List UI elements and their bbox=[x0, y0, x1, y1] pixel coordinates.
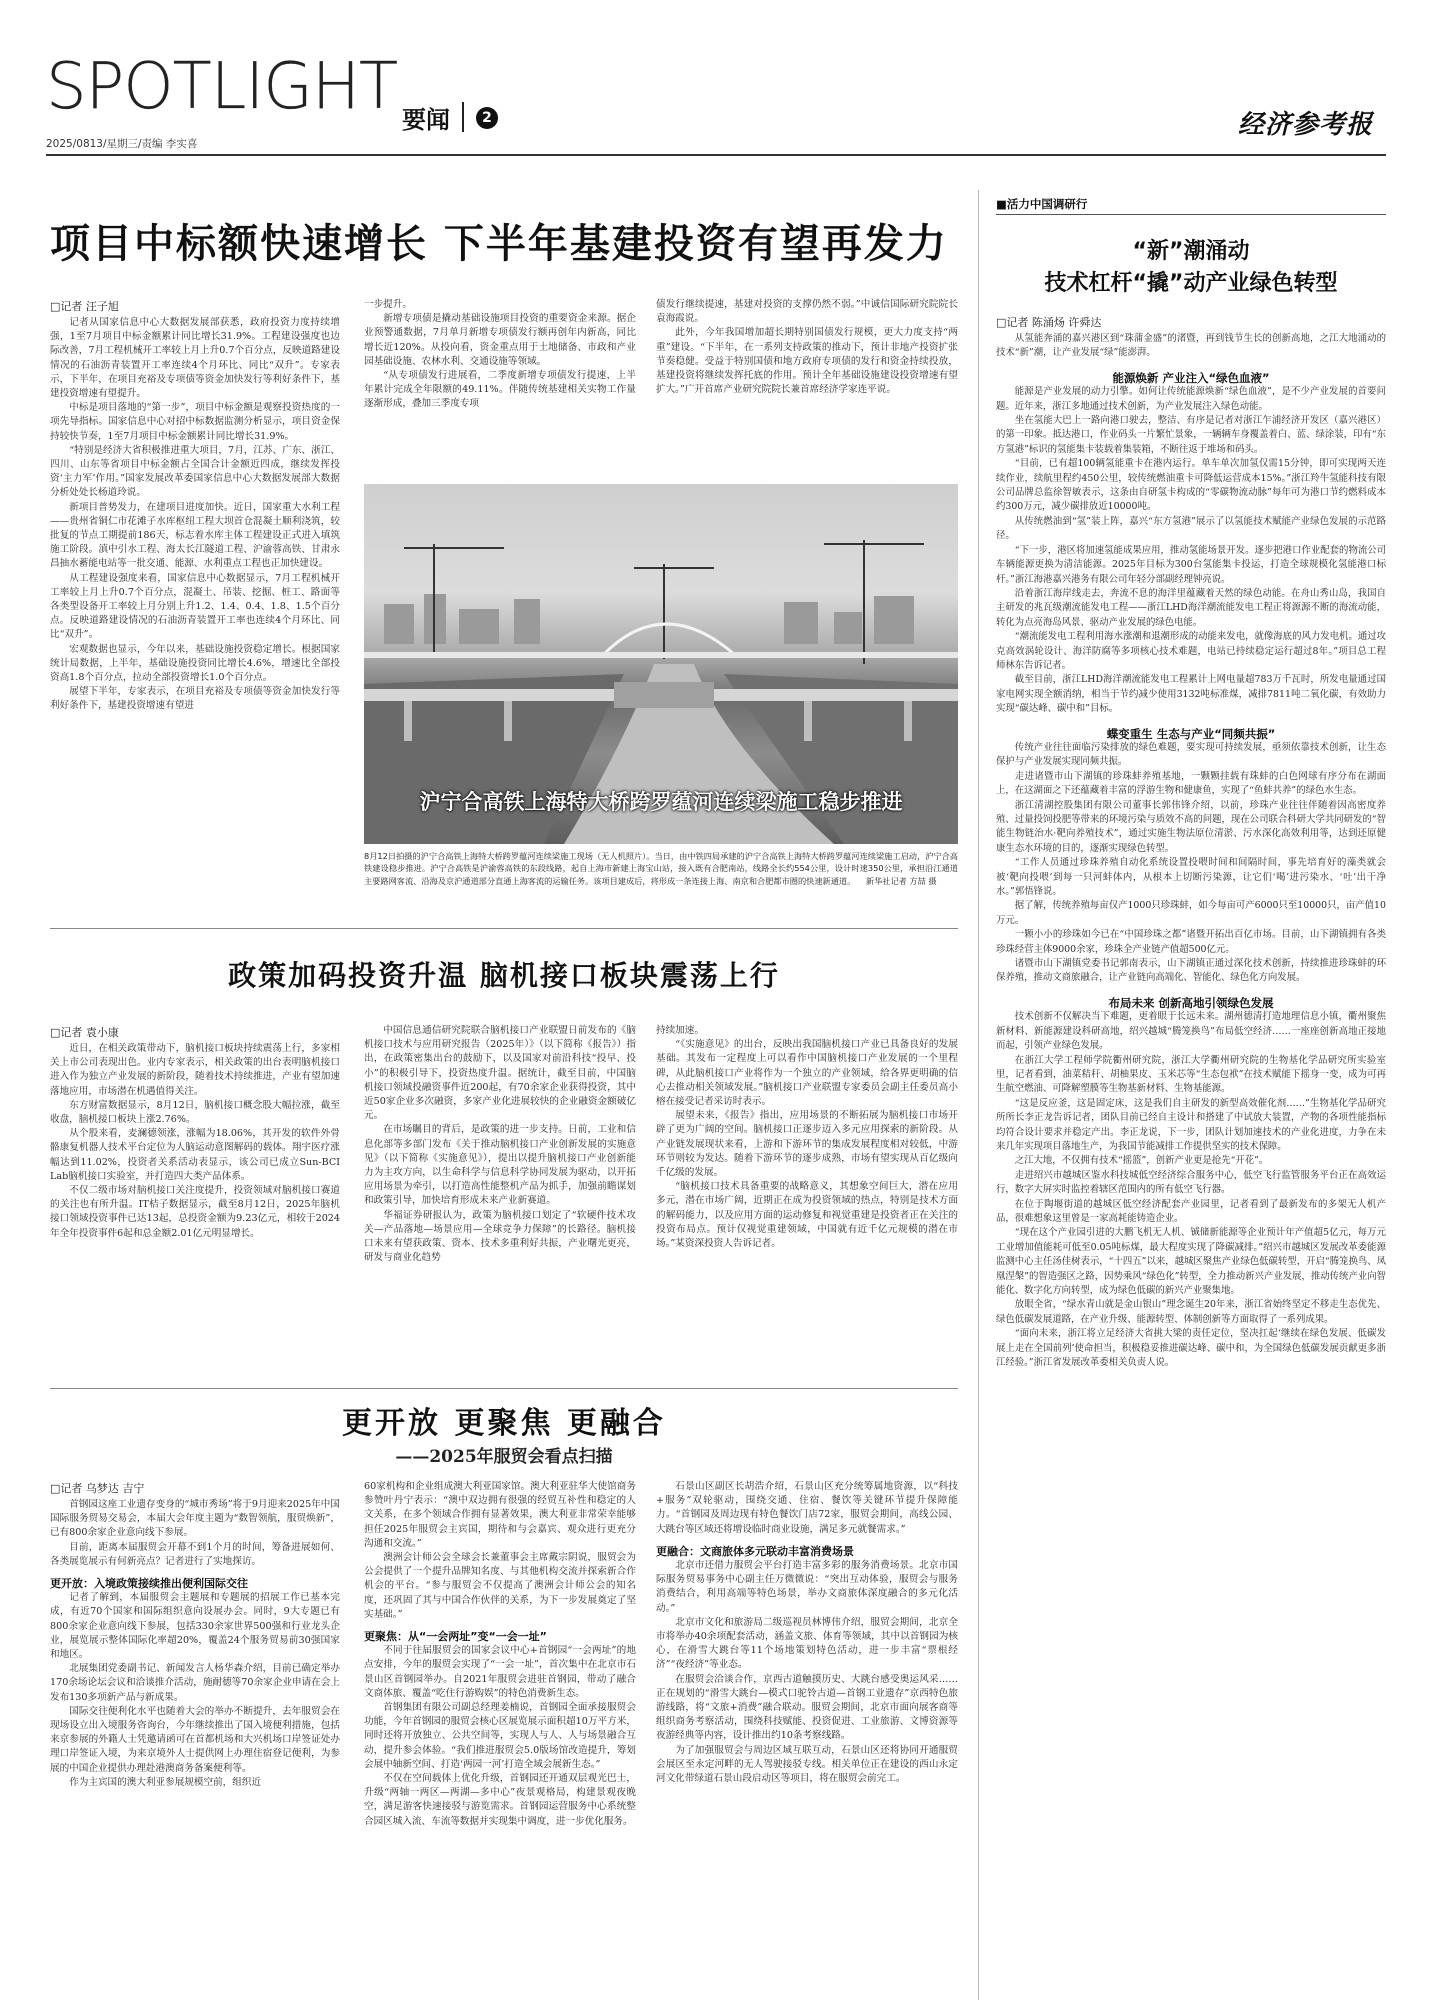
article3-subhead-1: 更开放：入境政策接续推出便利国际交往 bbox=[50, 1577, 248, 1591]
article3-subhead-3: 更融合：文商旅体多元联动丰富消费场景 bbox=[656, 1544, 854, 1558]
sidebar-divider bbox=[978, 190, 979, 2000]
sidebar-title-line2: 技术杠杆“撬”动产业绿色转型 bbox=[1044, 271, 1338, 296]
article2-bottom-rule bbox=[50, 1388, 958, 1389]
section-name: 要闻 bbox=[402, 106, 450, 134]
article1-col1: 记者从国家信息中心大数据发展部获悉，政府投资力度持续增强，1至7月项目中标金额累计同比增长31.9%。工程建设强度也边际改善，7月工程机械开工率较上月上升0.7个百分点，反映道路建设情况的石油沥青装置开工率连续4个月环比、同比“双升”。专家表示，下半年，在项目充裕及专项债等资金加快发行等利好条件下，基建投资增速有望提升。 中标是项目落地的“第一步”，项目中标金额是观察投资热度的一项先导指标。国家信息中心对招中标数据监测分析显示，项目资金保持较快节奏，1至7月项目中标金额累计同比增长31.9%。 “特别是经济大省积极推进重大项目，7月，江苏、广东、浙江、四川、山东等省项目中标金额占全国合计金额近四成，继续发挥投资‘主力军’作用。”国家发展改革委国家信息中心大数据发展部大数据分析处处长杨道玲说。 新项目普势发力，在建项目进度加快。近日，国家重大水利工程——贵州省铜仁市花滩子水库枢纽工程大坝首仓混凝土顺利浇筑，较批复的节点工期提前186天，标志着水库主体工程建设正式进入填筑施工阶段。滇中引水工程、海太长江隧道工程、沪渝蓉高铁、甘肃永昌抽水蓄能电站等一批交通、能源、水利重点工程也正加快建设。 从工程建设强度来看，国家信息中心数据显示，7月工程机械开工率较上月上升0.7个百分点，混凝土、吊装、挖掘、桩工、路面等各类型设备开工率较上月分别上升1.2、1.4、0.4、1.8、1.5个百分点。反映道路建设情况的石油沥青装置开工率也连续4个月环比、同比“双升”。 宏观数据也显示，今年以来，基础设施投资稳定增长。根据国家统计局数据，上半年，基础设施投资同比增长4.6%，增速比全部投资高1.8个百分点，拉动全部投资增长1.0个百分点。 展望下半年，专家表示，在项目充裕及专项债等资金加快发行等利好条件下，基建投资增速有望进 bbox=[50, 317, 340, 712]
article3-subtitle: ——2025年服贸会看点扫描 bbox=[395, 1447, 613, 1467]
article1-byline: □记者 汪子旭 bbox=[50, 300, 119, 313]
article2-col3: 持续加速。 “《实施意见》的出台，反映出我国脑机接口产业已具备良好的发展基础。其发布一定程度上可以看作中国脑机接口产业发展的一个里程碑，从此脑机接口产业将作为一个独立的产业领域，给各界更明确的信心去推动相关领域发展。”脑机接口产业联盟专家委员会副主任委员高小榕在接受记者采访时表示。 展望未来，《报告》指出，应用场景的不断拓展为脑机接口市场开辟了更为广阔的空间。脑机接口正逐步迈入多元应用探索的新阶段。从产业链发展现状来看，上游和下游环节的集成发展程度相对较低，中游环节则较为发达。随着下游环节的逐步成熟，市场有望实现从百亿级向千亿级的发展。 “脑机接口技术具备重要的战略意义，其想象空间巨大，潜在应用多元，潜在市场广阔，近期正在成为投资领域的热点，特别是技术方面的解码能力，以及应用方面的运动修复和视觉重建是投资者正在关注的投资布局点。预计仅视觉重建领域，中国就有近千亿元规模的潜在市场。”某资深投资人告诉记者。 bbox=[656, 1025, 958, 1250]
article1-col3: 债发行继续提速，基建对投资的支撑仍然不弱。”中诚信国际研究院院长袁海霞说。 此外，今年我国增加超长期特别国债发行规模，更大力度支持“两重”建设。“下半年，在一系列支持政策的推动下，预计非地产投资扩张节奏稳健。受益于特别国债和地方政府专项债的发行和资金持续投放，基建投资将继续发挥托底的作用。预计全年基础设施建设投资增速有望扩大。”广开首席产业研究院院长兼首席经济学家连平说。 bbox=[656, 299, 958, 396]
article3-col1: 首钢园这座工业遗存变身的“城市秀场”将于9月迎来2025年中国国际服务贸易交易会，本届大会年度主题为“数智领航，服贸焕新”，已有800余家企业意向线下参展。 目前，距离本届服贸会开幕不到1个月的时间，筹备进展如何、各类展览展示有何新亮点？记者进行了实地探访。 更开放：入境政策接续推出便利国际交往 记者了解到，本届服贸会主题展和专题展的招展工作已基本完成，有近70个国家和国际组织意向设展办会。同时，9大专题已有800余家企业意向线下参展，包括330余家世界500强和行业龙头企业，展览展示整体国际化率超20%，覆盖24个服务贸易前30强国家和地区。 北展集团党委副书记、新闻发言人杨华森介绍，目前已确定举办170余场论坛会议和洽谈推介活动，施耐德等70余家企业申请在会上发布130多项新产品与新成果。 国际交往便利化水平也随着大会的举办不断提升，去年服贸会在现场设立出入境服务咨询台，今年继续推出了国入境便利措施，包括来京参展的外籍人士凭邀请函可在首都机场和大兴机场口岸签证处办理口岸签证入境，为来京境外人士提供网上办理住宿登记便利，为参展的中国企业提供办理赴港澳商务备案便利等。 作为主宾国的澳大利亚参展规模空前，组织近 bbox=[50, 1499, 340, 1788]
article1-bottom-rule bbox=[50, 928, 958, 929]
article3-byline: □记者 乌梦达 吉宁 bbox=[50, 1482, 145, 1495]
article3-subhead-2: 更聚焦：从“一会两址”变“一会一址” bbox=[364, 1630, 547, 1644]
spotlight-wordmark: SPOTLIGHT bbox=[46, 50, 398, 124]
sidebar-label-rule bbox=[996, 214, 1386, 215]
article1-title: 项目中标额快速增长 下半年基建投资有望再发力 bbox=[50, 221, 948, 267]
photo-caption bbox=[364, 850, 958, 914]
sidebar-title-line1: “新”潮涌动 bbox=[1132, 239, 1250, 264]
sidebar-subhead-3: 布局未来 创新高地引领绿色发展 bbox=[1108, 995, 1274, 1010]
bridge-construction-photo bbox=[364, 484, 958, 844]
article1-col2: 一步提升。 新增专项债是撬动基础设施项目投资的重要资金来源。据企业预警通数据，7月单月新增专项债发行额再创年内新高，同比增长近120%。从投向看，资金重点用于土地储备、市政和产业园基础设施、农林水利、交通设施等领域。 “从专项债发行进展看，二季度新增专项债发行提速，上半年累计完成全年限额的49.11%。伴随传统基建相关实物工作量逐渐形成，叠加三季度专项 bbox=[364, 299, 636, 410]
section-divider bbox=[462, 102, 464, 132]
sidebar-byline: □记者 陈涌炀 许舜达 bbox=[996, 316, 1102, 329]
article2-col1: 近日，在相关政策带动下，脑机接口板块持续震荡上行，多家相关上市公司表现出色。业内专家表示，相关政策的出台表明脑机接口进入作为独立产业发展的新阶段，随着技术持续推进，产业有望加速落地应用，市场潜在机遇值得关注。 东方财富数据显示，8月12日，脑机接口概念股大幅拉涨，截至收盘，脑机接口板块上涨2.76%。 从个股来看，麦澜德领涨，涨幅为18.06%，其开发的软件外骨骼康复机器人技术平台定位为人脑运动意图解码的载体。翔宇医疗涨幅达到11.02%，投资者关系活动表显示，该公司已成立Sun-BCI Lab脑机接口实验室，并打造四大类产品体系。 不仅二级市场对脑机接口关注度提升，投资领域对脑机接口赛道的关注也有所升温。IT桔子数据显示，截至8月12日，2025年脑机接口领域投资事件已达13起，总投资金额为9.23亿元，相较于2024年全年投资事件6起和总金额2.01亿元明显增长。 bbox=[50, 1043, 340, 1239]
sidebar-subhead-1: 能源焕新 产业注入“绿色血液” bbox=[1112, 370, 1270, 385]
page-number: 2 bbox=[482, 110, 492, 126]
paper-name-logo: 经济参考报 bbox=[1238, 110, 1374, 140]
sidebar-body: 从氢能奔涌的嘉兴港区到“珠蒲金盛”的渚暨，再到钱节生长的创新高地，之江大地涌动的技术“新”潮，让产业发展“绿”能澎湃。 能源焕新 产业注入“绿色血液” 能源是产业发展的动力引擎。如何让传统能源焕新“绿色血液”，是不少产业发展的首要问题。近年来，浙江多地通过技术创新，为产业发展注入绿色动能。 坐在氢能大巴上一路向港口驶去，整洁、有序是记者对浙江乍浦经济开发区（嘉兴港区）的第一印象。抵达港口，作业码头一片繁忙景象，一辆辆车身覆盖着白、蓝、绿涂装，印有“东方氢港”标识的氢能集卡装载着集装箱，不断往返于堆场和码头。 “目前，已有超100辆氢能重卡在港内运行。单车单次加氢仅需15分钟，即可实现两天连续作业，续航里程约450公里，较传统燃油重卡可降低运营成本15%。”浙江羚牛氢能科技有限公司品牌总监徐智敏表示，这条由自研氢卡构成的“零碳物流动脉”每年可为港口节约燃料成本约300万元，减少碳排放近10000吨。 从传统燃油到“氢”装上阵，嘉兴“东方氢港”展示了以氢能技术赋能产业绿色发展的示范路径。 “下一步，港区将加速氢能成果应用，推动氢能场景开发。逐步把港口作业配套的物流公司车辆能源更换为清洁能源。2025年目标为300台氢能集卡投运，打造全球规模化氢能港口标杆。”浙江海港嘉兴港务有限公司年轻分部副经理钟亮说。 沿着浙江海岸线走去，奔流不息的海洋里蕴藏着天然的绿色动能。在舟山秀山岛，我国自主研发的兆瓦级潮流能发电工程——浙江LHD海洋潮流能发电工程正将源源不断的海流动能，转化为点亮海岛风景、驱动产业发展的绿色电能。 “潮流能发电工程利用海水涨潮和退潮形成的动能来发电，就像海底的风力发电机。通过攻克高效涡轮设计、海洋防腐等多项核心技术难题，电站已持续稳定运行超过8年。”项目总工程师林东告诉记者。 截至目前，浙江LHD海洋潮流能发电工程累计上网电量超783万千瓦时，所发电量通过国家电网实现全额消纳，相当于节约减少使用3132吨标准煤，减排7811吨二氧化碳，有效助力实现“碳达峰、碳中和”目标。 蝶变重生 生态与产业“同频共振” 传统产业往往面临污染排放的绿色难题，要实现可持续发展，亟须依靠技术创新，让生态保护与产业发展实现同频共振。 走进诸暨市山下湖镇的珍珠蚌养殖基地，一颗颗挂载有珠蚌的白色网球有序分布在湖面上，在这湖面之下还蕴藏着丰富的浮游生物和健康鱼，实现了“鱼蚌共养”的绿色水生态。 浙江清湖控股集团有限公司董事长郭伟锋介绍，以前，珍珠产业往往伴随着因高密度养殖、过量投饲投肥等带来的环境污染与质效不高的问题，现在公司联合科研大学共同研发的“智能生物链治水·靶向养殖技术”，通过实施生物法原位清淤、污水深化高效利用等，达到还原健康生态水环境的目的，逐渐实现绿色转型。 “工作人员通过珍珠养殖自动化系统设置投喂时间和间隔时间，事先培育好的藻类就会被‘靶向投喂’到每一只河蚌体内，从根本上切断污染源，让它们‘喝’进污染水、‘吐’出干净水。”郭悟锋说。 据了解，传统养殖每亩仅产1000只珍珠蚌，如今每亩可产6000只至10000只，亩产值10万元。 一颗小小的珍珠如今已在“中国珍珠之都”诸暨开拓出百亿市场。目前，山下湖镇拥有各类珍珠经营主体9000余家，珍珠全产业链产值超500亿元。 诸暨市山下湖镇党委书记郭南表示，山下湖镇正通过深化技术创新，持续推进珍珠蚌的环保养殖，推动文商旅融合，让产业链向高端化、智能化、绿色化方向发展。 布局未来 创新高地引领绿色发展 技术创新不仅解决当下难题，更着眼于长远未来。湖州德清打造地理信息小镇，衢州聚焦新材料、新能源建设科研高地，绍兴越城“腾笼换鸟”布局低空经济……一座座创新高地正接地而起，引领产业绿色发展。 在浙江大学工程师学院衢州研究院，浙江大学衢州研究院的生物基化学品研究所实验室里，记者看到，油菜秸秆、胡柚果皮、玉米芯等“生态包袱”在技术赋能下摇身一变，成为可再生航空燃油、可降解塑膜等生物基新材料、生物基能源。 “这是反应釜，这是固定床，这是我们自主研发的新型高效催化剂……”生物基化学品研究所所长李正龙告诉记者，团队目前已经自主设计和搭建了中试放大装置，产物的各项性能指标均符合设计要求并稳定产出。李正龙说，下一步，团队计划加速技术的产业化进度，力争在未来几年实现项目落地生产，为我国节能减排工作提供坚实的技术保障。 之江大地，不仅拥有技术“摇篮”，创新产业更是抢先“开花”。 走进绍兴市越城区鉴水科技城低空经济综合服务中心，低空飞行监管服务平台正在高效运行，数字大屏实时监控着辖区范围内的所有低空飞行器。 在位于陶堰街道的越城区低空经济配套产业园里，记者看到了最新发布的多架无人机产品，很难想象这里曾是一家高耗能铸造企业。 “现在这个产业园引进的大鹏飞机无人机、铖储新能源等企业预计年产值超5亿元，每万元工业增加值能耗可低至0.05吨标煤，最大程度实现了降碳减排。”绍兴市越城区发展改革委能源监测中心主任汤佳树表示，“十四五”以来，越城区聚焦产业绿色低碳转型，开启“腾笼换鸟、凤凰涅槃”的智造强区之路，因势乘风“绿色化”转型，全力推动新兴产业发展，推动传统产业向智能化、数字化方向转型，成为绿色低碳的新兴产业聚集地。 放眼全省，“绿水青山就是金山银山”理念诞生20年来，浙江省始终坚定不移走生态优先、绿色低碳发展道路，在产业升级、能源转型、体制创新等方面取得了一系列成果。 “面向未来，浙江将立足经济大省挑大梁的责任定位，坚决扛起‘继续在绿色发展、低碳发展上走在全国前列’使命担当，积极稳妥推进碳达峰、碳中和，为全国绿色低碳发展贡献更多浙江经验。”浙江省发展改革委相关负责人说。 bbox=[996, 333, 1386, 1369]
sidebar-column-label: ■活力中国调研行 bbox=[996, 197, 1088, 211]
sidebar-subhead-2: 蝶变重生 生态与产业“同频共振” bbox=[1106, 726, 1276, 741]
article2-title: 政策加码投资升温 脑机接口板块震荡上行 bbox=[228, 959, 780, 992]
masthead bbox=[0, 0, 1430, 200]
page-number-badge bbox=[476, 107, 498, 129]
article3-col3: 石景山区副区长胡浩介绍，石景山区充分统筹属地资源，以“科技+服务”双轮驱动，围绕交通、住宿、餐饮等关键环节提升保障能力。“首钢园及周边现有特色餐饮门店72家，服贸会期间，高线公园、大跳台等区域还将增设临时商业设施，满足多元就餐需求。” 更融合：文商旅体多元联动丰富消费场景 北京市还借力服贸会平台打造丰富多彩的服务消费场景。北京市国际服务贸易事务中心副主任万微微说：“突出互动体验，服贸会与服务消费结合，利用高端等特色场景，举办文商旅体深度融合的多元化活动。” 北京市文化和旅游局二级巡视员林博伟介绍，服贸会期间，北京全市将举办40余项配套活动，涵盖文旅、体育等领域，其中以首钢园为核心，在滑雪大跳台等11个场地策划特色活动，进一步丰富“票根经济”“夜经济”等业态。 在服贸会洽谈合作，京西古道触摸历史、大跳台感受奥运风采……正在规划的“滑雪大跳台—模式口驼铃古道—首钢工业遗存”京西特色旅游线路，将“文旅+消费”融合联动。服贸会期间，北京市面向展客商等组织商务考察活动，围绕科技赋能、投资促进、工业旅游、文博资源等夜游经典等内容，设计推出约10条考察线路。 为了加强服贸会与周边区域互联互动，石景山区还将协同开通服贸会展区至永定河畔的无人驾驶接驳专线。相关单位正在建设的西山永定河文化带绿道石景山段启动区等项目，将在服贸会前完工。 bbox=[656, 1481, 958, 1785]
article2-col2: 中国信息通信研究院联合脑机接口产业联盟日前发布的《脑机接口技术与应用研究报告（2025年）》（以下简称《报告》）指出，在政策密集出台的鼓励下，以及国家对前沿科技“投早、投小”的积极引导下，投资热度升温。据统计，截至目前，中国脑机接口领域投融资事件近200起，有70余家企业获得投资，其中近50家企业多次融资，多家产业化进展较快的企业融资金额破亿元。 在市场瞩目的背后，是政策的进一步支持。日前，工业和信息化部等多部门发布《关于推动脑机接口产业创新发展的实施意见》（以下简称《实施意见》），提出以提升脑机接口产业创新能力为主攻方向，以生命科学与信息科学协同发展为驱动，以开拓应用场景为牵引，以打造高性能整机产品为抓手，加强前瞻谋划和政策引导，加快培育形成未来产业新赛道。 华福证券研报认为，政策为脑机接口划定了“软硬件技术攻关—产品落地—场景应用—全球竞争力保障”的长路径。脑机接口未来有望获政策、资本、技术多重利好共振，产业曙光更亮，研发与商业化趋势 bbox=[364, 1025, 636, 1264]
issue-line: 2025/0813/星期三/责编 李实喜 bbox=[46, 138, 198, 150]
article2-byline: □记者 袁小康 bbox=[50, 1026, 119, 1039]
photo-overlay-caption: 沪宁合高铁上海特大桥跨罗蕴河连续梁施工稳步推进 bbox=[419, 790, 903, 814]
photo-credit: 新华社记者 方喆 摄 bbox=[865, 875, 937, 886]
masthead-rule bbox=[46, 154, 1386, 156]
photo-caption-text: 8月12日拍摄的沪宁合高铁上海特大桥跨罗蕴河连续梁施工现场（无人机照片）。当日，由中铁四局承建的沪宁合高铁上海特大桥跨罗蕴河连续梁施工启动，沪宁合高铁建设稳步推进。沪宁合高铁是沪渝蓉高铁的东段线路，起自上海市新建上海宝山站，接入既有合肥南站，线路全长约554公里，设计时速350公里，承担沿江通道主要路网客流、沿海及京沪通道部分直通上海客流的运输任务。该项目建成后，将形成一条连接上海、南京和合肥都市圈的快速新通道。 bbox=[364, 851, 958, 886]
article3-title: 更开放 更聚焦 更融合 bbox=[342, 1406, 666, 1441]
article3-col2: 60家机构和企业组成澳大利亚国家馆。澳大利亚驻华大使馆商务参赞叶丹宁表示：“澳中双边拥有很强的经贸互补性和稳定的人文关系，在多个领域合作拥有显著效果，澳大利亚非常荣幸能够担任2025年服贸会主宾国，期待和与会嘉宾、观众进行更充分沟通和交流。” 澳洲会计师公会全球会长兼董事会主席戴宗阴说，服贸会为公会提供了一个提升品牌知名度、与其他机构交流并探索新合作机会的平台。“参与服贸会不仅提高了澳洲会计师公会的知名度，还巩固了其与中国合作伙伴的关系，为下一步发展奠定了坚实基础。” 更聚焦：从“一会两址”变“一会一址” 不同于往届服贸会的国家会议中心+首钢园“一会两址”的地点安排，今年的服贸会实现了“一会一址”，首次集中在北京市石景山区首钢园举办。自2021年服贸会进驻首钢园，带动了融合文商体旅、覆盖“吃住行游购娱”的特色消费新生态。 首钢集团有限公司副总经理姜楠说，首钢园全面承接服贸会功能，今年首钢园的服贸会核心区展览展示面积超10万平方米，同时还将开放独立、公共空间等，实现人与人、人与场景融合互动，提升参会体验。“我们推进服贸会5.0版场馆改造提升，筹划会展中轴新空间、打造‘两园一河’打造全域会展新生态。” 不仅在空间载体上优化升级，首钢园还开通双层观光巴士，升级“两轴一两区—两湖—多中心”夜景观格局，构建景观夜晚空，满足游客快速接驳与游览需求。首钢园运营服务中心系统整合园区城入流、车流等数据并实现集中调度，进一步优化服务。 bbox=[364, 1481, 636, 1827]
